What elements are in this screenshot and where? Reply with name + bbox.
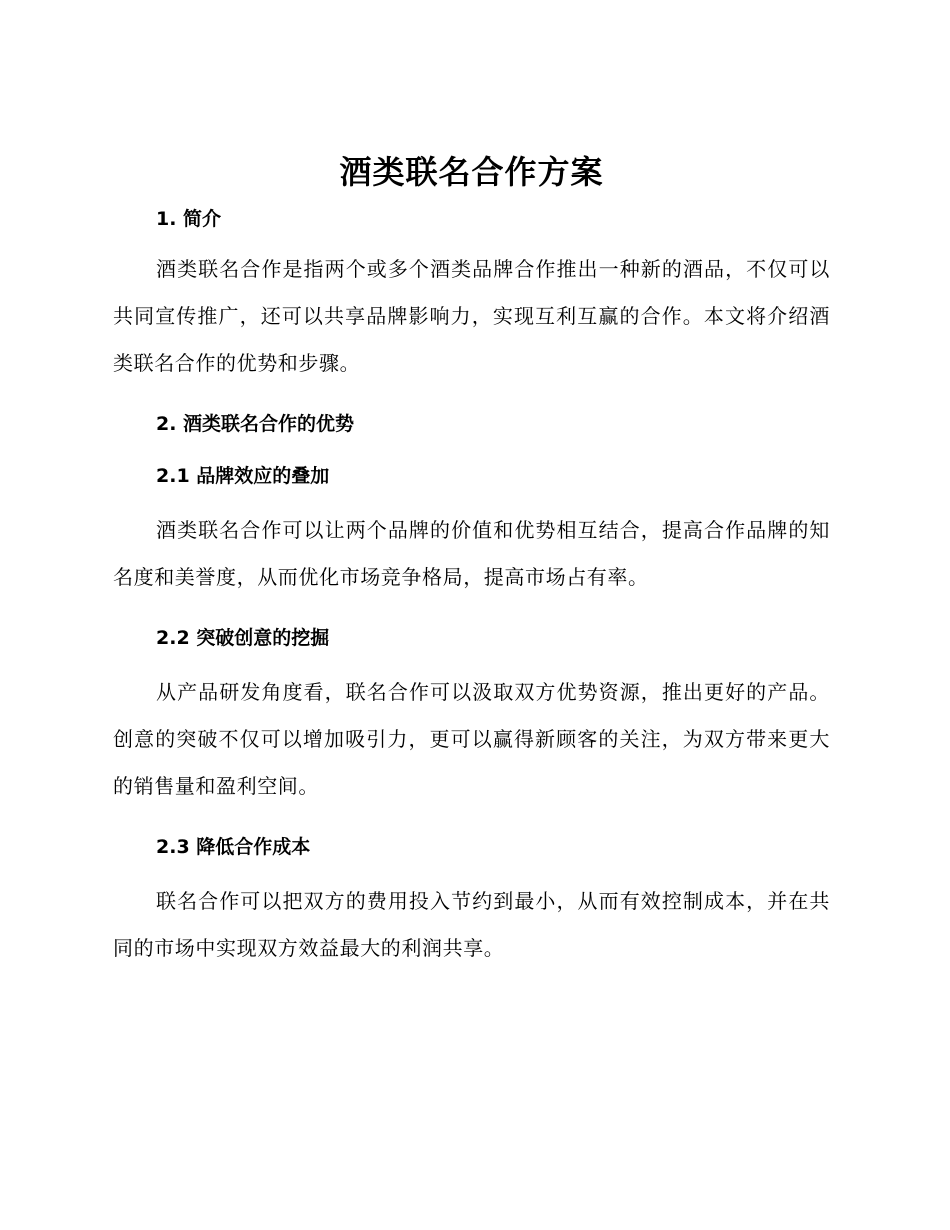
section-heading-cost-reduction: 2.3 降低合作成本 — [156, 836, 311, 858]
document-title: 酒类联名合作方案 — [339, 153, 604, 191]
section-heading-brand-effect: 2.1 品牌效应的叠加 — [156, 465, 330, 487]
section-paragraph-cost-reduction: 联名合作可以把双方的费用投入节约到最小，从而有效控制成本，并在共同的市场中实现双方效益最大的利润共享。 — [113, 889, 830, 960]
section-heading-creative-breakthrough: 2.2 突破创意的挖掘 — [156, 627, 330, 649]
section-paragraph-intro: 酒类联名合作是指两个或多个酒类品牌合作推出一种新的酒品，不仅可以共同宣传推广，还可以共享品牌影响力，实现互利互赢的合作。本文将介绍酒类联名合作的优势和步骤。 — [113, 257, 830, 375]
section-heading-intro: 1. 简介 — [156, 208, 222, 230]
section-paragraph-brand-effect: 酒类联名合作可以让两个品牌的价值和优势相互结合，提高合作品牌的知名度和美誉度，从而优化市场竞争格局，提高市场占有率。 — [113, 518, 830, 589]
section-heading-advantages: 2. 酒类联名合作的优势 — [156, 413, 355, 435]
section-paragraph-creative-breakthrough: 从产品研发角度看，联名合作可以汲取双方优势资源，推出更好的产品。创意的突破不仅可以增加吸引力，更可以赢得新顾客的关注，为双方带来更大的销售量和盈利空间。 — [113, 680, 830, 798]
document-page — [113, 148, 830, 972]
